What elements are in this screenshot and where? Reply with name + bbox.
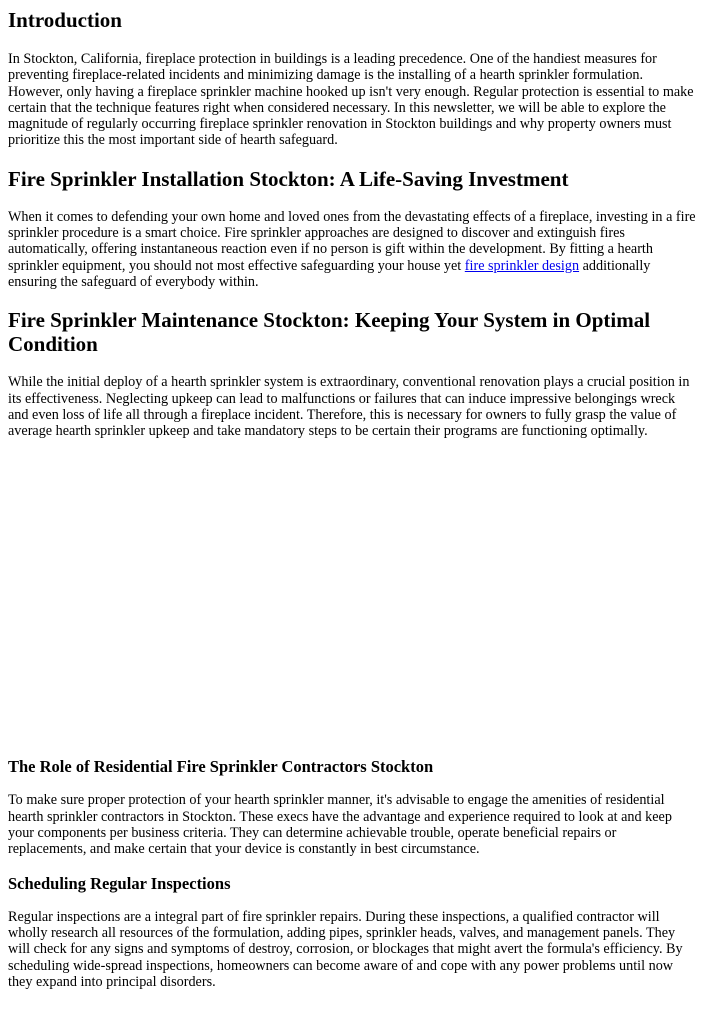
text-line: replacements, and make certain that your device is constantly in best circumstance. — [8, 841, 480, 858]
paragraph-installation — [8, 209, 720, 290]
text-line: In Stockton, California, fireplace protection in buildings is a leading precedence. One of the handiest measures for — [8, 51, 657, 67]
blank-space — [8, 439, 720, 757]
heading-maintenance — [8, 308, 720, 356]
text-line: sprinkler procedure is a smart choice. Fire sprinkler approaches are designed to discover and extinguish fires — [8, 225, 625, 242]
text-line: prioritize this the most important side of hearth safeguard. — [8, 132, 338, 149]
text-line: Regular inspections are a integral part of fire sprinkler repairs. During these inspections, a qualified contractor will — [8, 908, 660, 925]
text-line: scheduling wide-spread inspections, homeowners can become aware of and cope with any power problems until now — [8, 957, 674, 974]
text-line: and even loss of life all through a fireplace incident. Therefore, this is necessary for owners to fully grasp the value of — [8, 406, 677, 423]
heading-contractors: The Role of Residential Fire Sprinkler Contractors Stockton — [8, 757, 434, 777]
text-segment: sprinkler equipment, you should not most effective safeguarding your house yet — [8, 257, 465, 274]
paragraph-introduction — [8, 51, 720, 149]
text-line: they expand into principal disorders. — [8, 973, 216, 990]
text-segment: additionally — [579, 257, 651, 274]
text-line: preventing fireplace-related incidents and minimizing damage is the installing of a hearth sprinkler formulation. — [8, 67, 644, 84]
text-line: When it comes to defending your own home and loved ones from the devastating effects of a fireplace, investing in a fire — [8, 208, 696, 225]
text-line: magnitude of regularly occurring fireplace sprinkler renovation in Stockton buildings and why property owners must — [8, 116, 672, 133]
text-line: While the initial deploy of a hearth sprinkler system is extraordinary, conventional renovation plays a crucial position in — [8, 374, 690, 391]
text-line: wholly research all resources of the formulation, adding pipes, sprinkler heads, valves, and management panels. They — [8, 924, 676, 941]
text-line — [8, 258, 720, 274]
text-line: average hearth sprinkler upkeep and take mandatory steps to be certain their programs are functioning optimally. — [8, 423, 648, 440]
paragraph-maintenance — [8, 374, 720, 439]
text-line: its effectiveness. Neglecting upkeep can lead to malfunctions or failures that can induce impressive belongings wreck — [8, 390, 676, 407]
paragraph-inspections — [8, 909, 720, 990]
heading-installation: Fire Sprinkler Installation Stockton: A Life-Saving Investment — [8, 166, 569, 191]
text-line: hearth sprinkler contractors in Stockton. These execs have the advantage and experience required to look at and keep — [8, 808, 672, 825]
text-line: However, only having a fireplace sprinkler machine hooked up isn't very enough. Regular protection is essential to make — [8, 83, 694, 100]
paragraph-contractors — [8, 792, 720, 857]
heading-line: Condition — [8, 332, 98, 357]
text-line: certain that the technique features right when considered necessary. In this newsletter, we will be able to explore the — [8, 99, 666, 116]
text-line: automatically, offering instantaneous reaction even if no person is gift within the development. By fitting a hearth — [8, 241, 653, 258]
text-line: To make sure proper protection of your hearth sprinkler manner, it's advisable to engage the amenities of residential — [8, 792, 665, 809]
fire-sprinkler-design-link[interactable]: fire sprinkler design — [464, 257, 580, 274]
text-line: ensuring the safeguard of everybody within. — [8, 273, 259, 290]
heading-line: Fire Sprinkler Maintenance Stockton: Keeping Your System in Optimal — [8, 308, 651, 333]
heading-inspections: Scheduling Regular Inspections — [8, 873, 231, 893]
heading-introduction: Introduction — [8, 8, 122, 32]
text-line: your components per business criteria. They can determine achievable trouble, operate beneficial repairs or — [8, 825, 617, 842]
text-line: will check for any signs and symptoms of destroy, corrosion, or blockages that might avert the formula's efficiency. By — [8, 941, 683, 958]
